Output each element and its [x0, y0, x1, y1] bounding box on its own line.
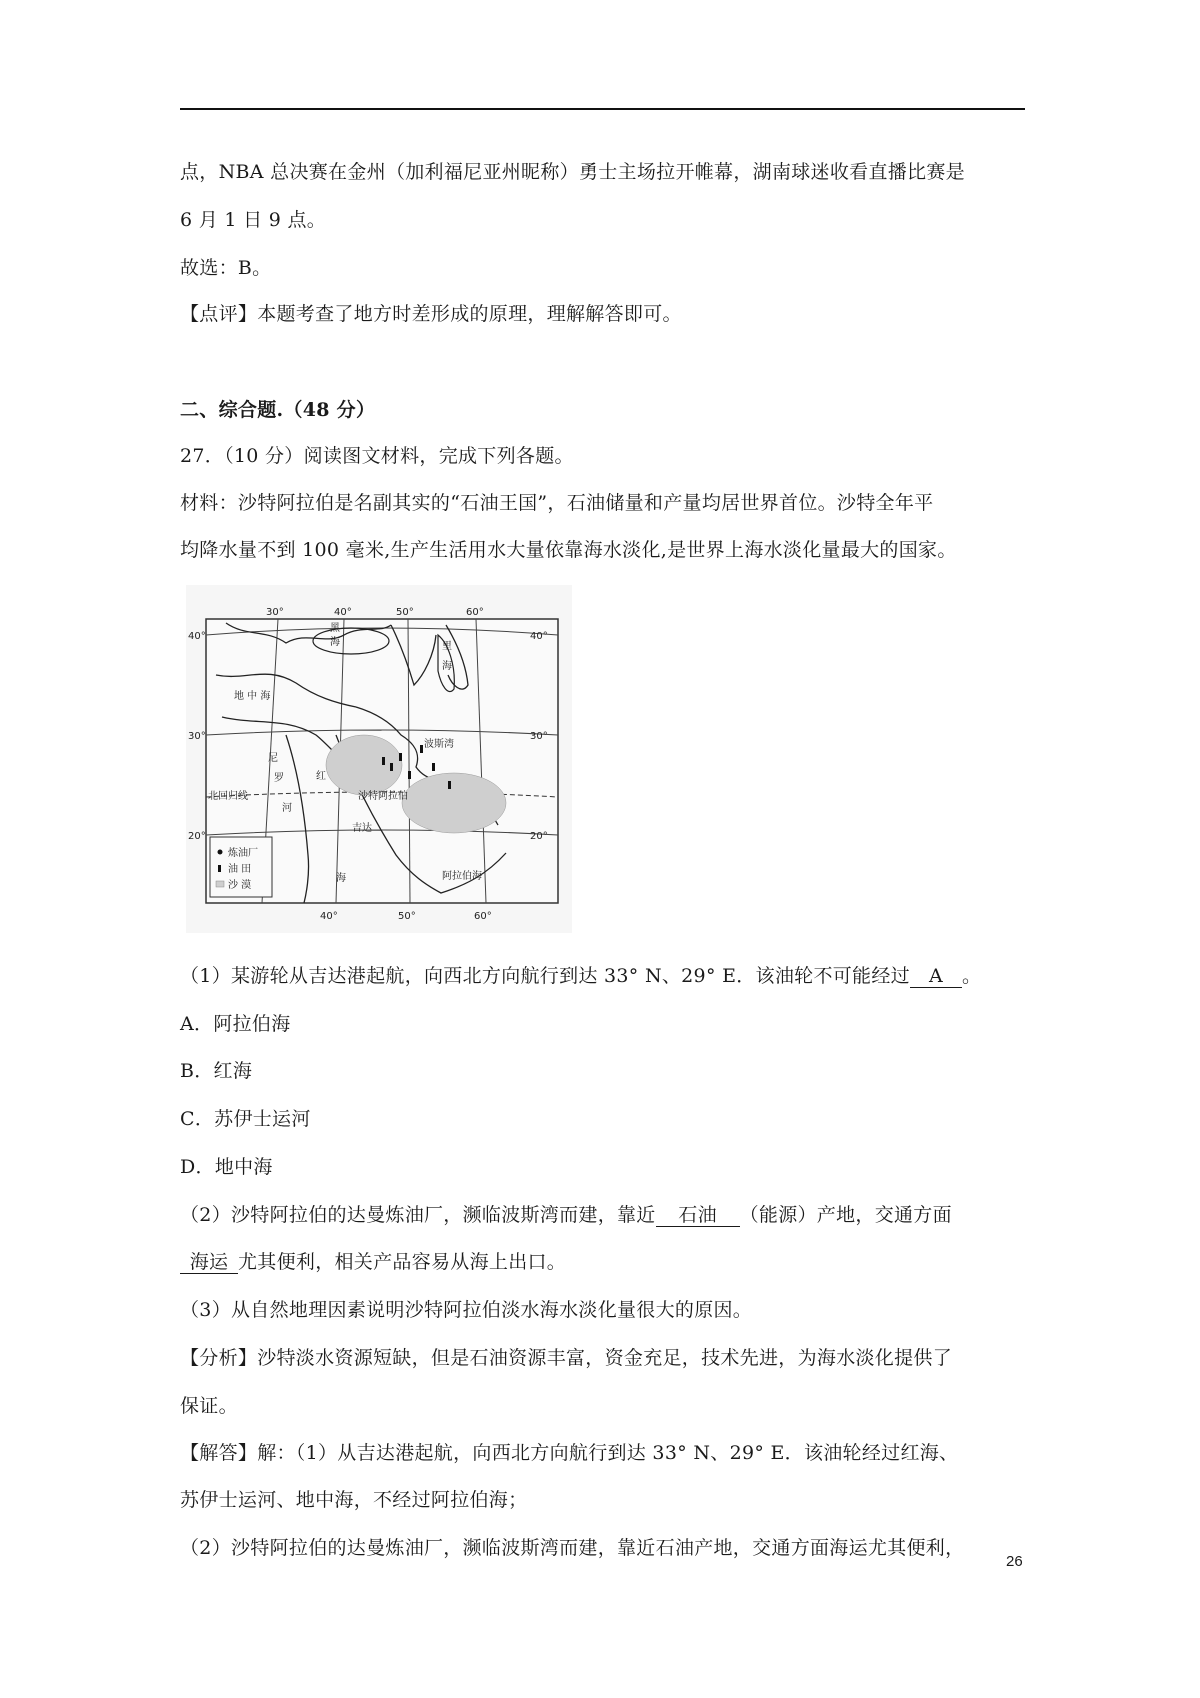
label-caspian-1: 里 — [442, 641, 452, 652]
solution-line-1: 【解答】解：（1）从吉达港起航，向西北方向航行到达 33° N、29° E．该油轮经过红海、 — [180, 1442, 959, 1464]
label-nile-1: 尼 — [268, 753, 278, 764]
label-caspian-2: 海 — [442, 661, 452, 672]
label-persian-gulf: 波斯湾 — [424, 739, 454, 750]
lon-label-60-bottom: 60° — [474, 911, 492, 922]
material-line-1: 材料：沙特阿拉伯是名副其实的“石油王国”，石油储量和产量均居世界首位。沙特全年平 — [180, 492, 934, 514]
answer-choice: 故选：B。 — [180, 257, 272, 279]
lat-label-30-left: 30° — [188, 731, 206, 742]
lon-label-30-top: 30° — [266, 607, 284, 618]
option-c: C．苏伊士运河 — [180, 1108, 311, 1130]
analysis-line-2: 保证。 — [180, 1395, 238, 1417]
label-black-sea-1: 黑 — [330, 623, 340, 634]
desert-legend-icon — [216, 881, 224, 887]
lat-label-20-left: 20° — [188, 831, 206, 842]
analysis-line-1: 【分析】沙特淡水资源短缺，但是石油资源丰富，资金充足，技术先进，为海水淡化提供了 — [180, 1347, 953, 1369]
continuation-line-2: 6 月 1 日 9 点。 — [180, 209, 327, 231]
header-rule — [180, 108, 1025, 110]
lon-label-60-top: 60° — [466, 607, 484, 618]
oil-field-legend-icon — [218, 865, 221, 872]
sub-question-2-part-1: （2）沙特阿拉伯的达曼炼油厂，濒临波斯湾而建，靠近 — [180, 1204, 656, 1226]
question-stem: 27．（10 分）阅读图文材料，完成下列各题。 — [180, 445, 574, 467]
option-d: D．地中海 — [180, 1156, 273, 1178]
label-mediterranean: 地 中 海 — [234, 691, 271, 702]
legend-refinery: 炼油厂 — [228, 848, 258, 859]
lon-label-50-top: 50° — [396, 607, 414, 618]
option-b: B．红海 — [180, 1060, 253, 1082]
saudi-arabia-map — [186, 585, 572, 933]
sub-question-1 — [180, 964, 981, 988]
sub-question-3: （3）从自然地理因素说明沙特阿拉伯淡水海水淡化量很大的原因。 — [180, 1299, 753, 1321]
solution-line-3: （2）沙特阿拉伯的达曼炼油厂，濒临波斯湾而建，靠近石油产地，交通方面海运尤其便利， — [180, 1537, 965, 1559]
label-red-sea-1: 红 — [316, 771, 326, 782]
lat-label-20-right: 20° — [530, 831, 548, 842]
lat-label-30-right: 30° — [530, 731, 548, 742]
sub-question-2-line-2 — [180, 1250, 566, 1274]
section-heading: 二、综合题.（48 分） — [180, 399, 376, 421]
label-jeddah: 吉达 — [352, 823, 372, 834]
legend-desert: 沙 漠 — [228, 880, 252, 891]
label-red-sea-2: 海 — [336, 873, 346, 884]
comment: 【点评】本题考查了地方时差形成的原理，理解解答即可。 — [180, 303, 682, 325]
option-a: A．阿拉伯海 — [180, 1013, 291, 1035]
lat-label-40-left: 40° — [188, 631, 206, 642]
answer-blank-oil: 石油 — [656, 1204, 740, 1227]
page-number: 26 — [1006, 1553, 1023, 1570]
answer-blank-shipping: 海运 — [180, 1251, 238, 1274]
sub-question-2-line-1 — [180, 1203, 952, 1227]
lon-label-40-bottom: 40° — [320, 911, 338, 922]
sub-question-1-text: （1）某游轮从吉达港起航，向西北方向航行到达 33° N、29° E．该油轮不可能经过 — [180, 965, 910, 987]
refinery-legend-icon — [218, 850, 223, 855]
sub-question-1-end: 。 — [961, 965, 982, 987]
material-line-2: 均降水量不到 100 毫米,生产生活用水大量依靠海水淡化,是世界上海水淡化量最大的国家。 — [180, 539, 957, 561]
sub-question-2-part-2: （能源）产地，交通方面 — [739, 1204, 952, 1226]
desert-2 — [402, 773, 506, 833]
lon-label-40-top: 40° — [334, 607, 352, 618]
label-nile-3: 河 — [282, 803, 292, 814]
label-saudi: 沙特阿拉伯 — [358, 791, 408, 802]
solution-line-2: 苏伊士运河、地中海，不经过阿拉伯海； — [180, 1489, 528, 1511]
continuation-line-1: 点，NBA 总决赛在金州（加利福尼亚州昵称）勇士主场拉开帷幕，湖南球迷收看直播比赛是 — [180, 161, 965, 183]
legend-oil-field: 油 田 — [228, 864, 252, 875]
answer-blank-1: A — [910, 965, 962, 988]
lat-label-40-right: 40° — [530, 631, 548, 642]
sub-question-2-part-3: 尤其便利，相关产品容易从海上出口。 — [238, 1251, 567, 1273]
label-black-sea-2: 海 — [330, 637, 340, 648]
label-nile-2: 罗 — [274, 773, 284, 784]
label-arabian-sea: 阿拉伯海 — [442, 871, 482, 882]
label-tropic: 北回归线 — [208, 791, 248, 802]
lon-label-50-bottom: 50° — [398, 911, 416, 922]
